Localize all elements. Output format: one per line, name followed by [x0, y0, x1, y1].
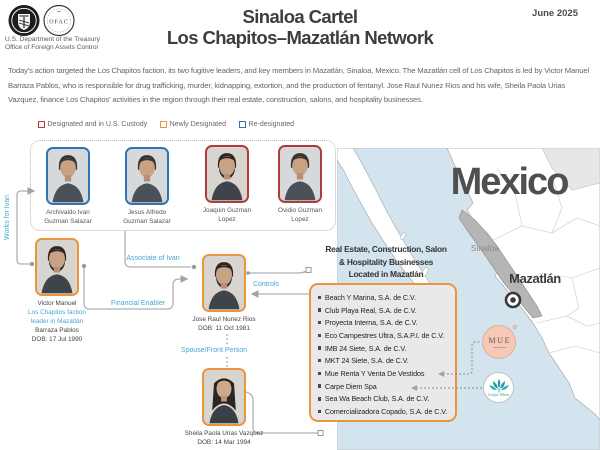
legend-item-designated-custody: Designated and in U.S. Custody — [38, 121, 147, 128]
business-list-item: IMB 24 Siete, S.A. de C.V. — [318, 342, 451, 355]
relationship-label-financial-enabler: Financial Enabler — [110, 300, 166, 307]
person-card-jose-raul-nunez-rios — [180, 254, 268, 334]
business-list-item: Comercializadora Copado, S.A. de C.V. — [318, 405, 451, 418]
business-list-item: Beach Y Marina, S.A. de C.V. — [318, 291, 451, 304]
mue-logo-subline — [493, 347, 506, 348]
relationship-label-controls: Controls — [252, 281, 280, 288]
mugshot-photo — [202, 254, 246, 312]
date-label: June 2025 — [532, 8, 578, 19]
person-dob: DOB: 14 Mar 1994 — [197, 438, 251, 446]
relationship-label-associate: Associate of Ivan — [126, 255, 180, 262]
map-state-label: Sinaloa — [470, 243, 500, 253]
businesses-title: Real Estate, Construction, Salon & Hospitality Businesses Located in Mazatlán — [325, 244, 447, 280]
person-card-victor-manuel-barraza-pablos — [17, 238, 97, 345]
map-city-label: Mazatlán — [509, 271, 561, 286]
map-country-label: Mexico — [450, 161, 568, 203]
business-list-item: MKT 24 Siete, S.A. de C.V. — [318, 354, 451, 367]
carpe-diem-spa-logo: Carpe Diem — [483, 372, 514, 403]
business-list-item: Sea Wa Beach Club, S.A. de C.V. — [318, 393, 451, 406]
bullet-icon — [318, 346, 321, 349]
page-title — [140, 7, 460, 48]
mue-logo-deco-icon — [513, 325, 517, 329]
mugshot-photo — [202, 368, 246, 426]
business-list-item-carpe-diem: Carpe Diem Spa — [318, 380, 451, 393]
bullet-icon — [318, 410, 321, 413]
re-designated-swatch-icon — [239, 121, 246, 128]
bullet-icon — [318, 397, 321, 400]
person-card-archivaldo-ivan-guzman-salazar — [28, 147, 108, 227]
treasury-seal-icon — [9, 5, 40, 36]
mugshot-photo — [278, 145, 322, 203]
person-card-sheila-paola-urias-vazquez — [168, 368, 280, 448]
business-list-item: Eco Campestres Ultra, S.A.P.I. de C.V. — [318, 329, 451, 342]
business-list-item: Club Playa Real, S.A. de C.V. — [318, 304, 451, 317]
newly-designated-swatch-icon — [160, 121, 167, 128]
business-list-item-mue: Mue Renta Y Venta De Vestidos — [318, 367, 451, 380]
person-card-joaquin-guzman-lopez — [187, 145, 267, 225]
person-name: Jose Raul Nunez Rios DOB: 11 Oct 1981 — [180, 316, 268, 334]
bullet-icon — [318, 334, 321, 337]
intro-paragraph: Today's action targeted the Los Chapitos faction, its two fugitive leaders, and key members in Mazatlán, Sinaloa, Mexico. The Mazatlán cell of Los Chapitos is led by Victor Manuel Barraza Pablos, who is responsible for drug trafficking, murder, kidnapping, extortion, and the production of fentanyl. Jose Raul Nunez Rios and his wife, Sheila Paola Urias Vazquez, finance Los Chapitos' activities in the region through their real estate, construction, salons, and hospitality businesses. — [8, 66, 590, 104]
business-list-item: Proyecta Interna, S.A. de C.V. — [318, 316, 451, 329]
legend-item-re-designated: Re-designated — [239, 121, 294, 128]
person-dob: DOB: 17 Jul 1990 — [31, 335, 83, 343]
ofac-seal-icon — [44, 6, 74, 36]
person-name: Sheila Paola Urias Vazquez DOB: 14 Mar 1994 — [168, 430, 280, 448]
legend — [38, 121, 294, 128]
relationship-label-works-for-ivan: Works for Ivan — [4, 195, 11, 240]
bullet-icon — [318, 296, 321, 299]
lotus-icon — [489, 379, 509, 393]
title-line-1: Sinaloa Cartel — [242, 6, 358, 27]
bullet-icon — [318, 308, 321, 311]
mazatlan-marker-icon — [506, 293, 520, 307]
mugshot-photo — [35, 238, 79, 296]
relationship-label-spouse-front-person: Spouse/Front Person — [180, 347, 248, 354]
person-dob: DOB: 11 Oct 1981 — [198, 324, 250, 332]
mugshot-photo — [46, 147, 90, 205]
mugshot-photo — [125, 147, 169, 205]
person-card-ovidio-guzman-lopez — [260, 145, 340, 225]
person-name: Joaquin Guzman Lopez — [202, 207, 252, 223]
legend-item-newly-designated: Newly Designated — [160, 121, 226, 128]
bullet-icon — [318, 372, 321, 375]
person-name: Victor Manuel Los Chapitos faction leader in Mazatlán Barraza Pablos DOB: 17 Jul 1990 — [17, 300, 97, 345]
title-line-2: Los Chapitos–Mazatlán Network — [166, 26, 434, 48]
bullet-icon — [318, 384, 321, 387]
mugshot-photo — [205, 145, 249, 203]
bullet-icon — [318, 321, 321, 324]
svg-text:OFAC: OFAC — [49, 19, 69, 26]
businesses-list-box — [309, 283, 457, 422]
bullet-icon — [318, 359, 321, 362]
person-name: Jesus Alfredo Guzman Salazar — [123, 209, 171, 225]
person-name: Archivaldo Ivan Guzman Salazar — [44, 209, 92, 225]
mue-business-logo: MUE — [482, 325, 516, 359]
agency-name: U.S. Department of the Treasury Office of Foreign Assets Control — [5, 36, 100, 52]
agency-seals — [8, 4, 80, 38]
person-role: Los Chapitos faction leader in Mazatlán — [28, 308, 86, 325]
person-card-jesus-alfredo-guzman-salazar — [107, 147, 187, 227]
person-name: Ovidio Guzman Lopez — [277, 207, 323, 223]
designated-custody-swatch-icon — [38, 121, 45, 128]
